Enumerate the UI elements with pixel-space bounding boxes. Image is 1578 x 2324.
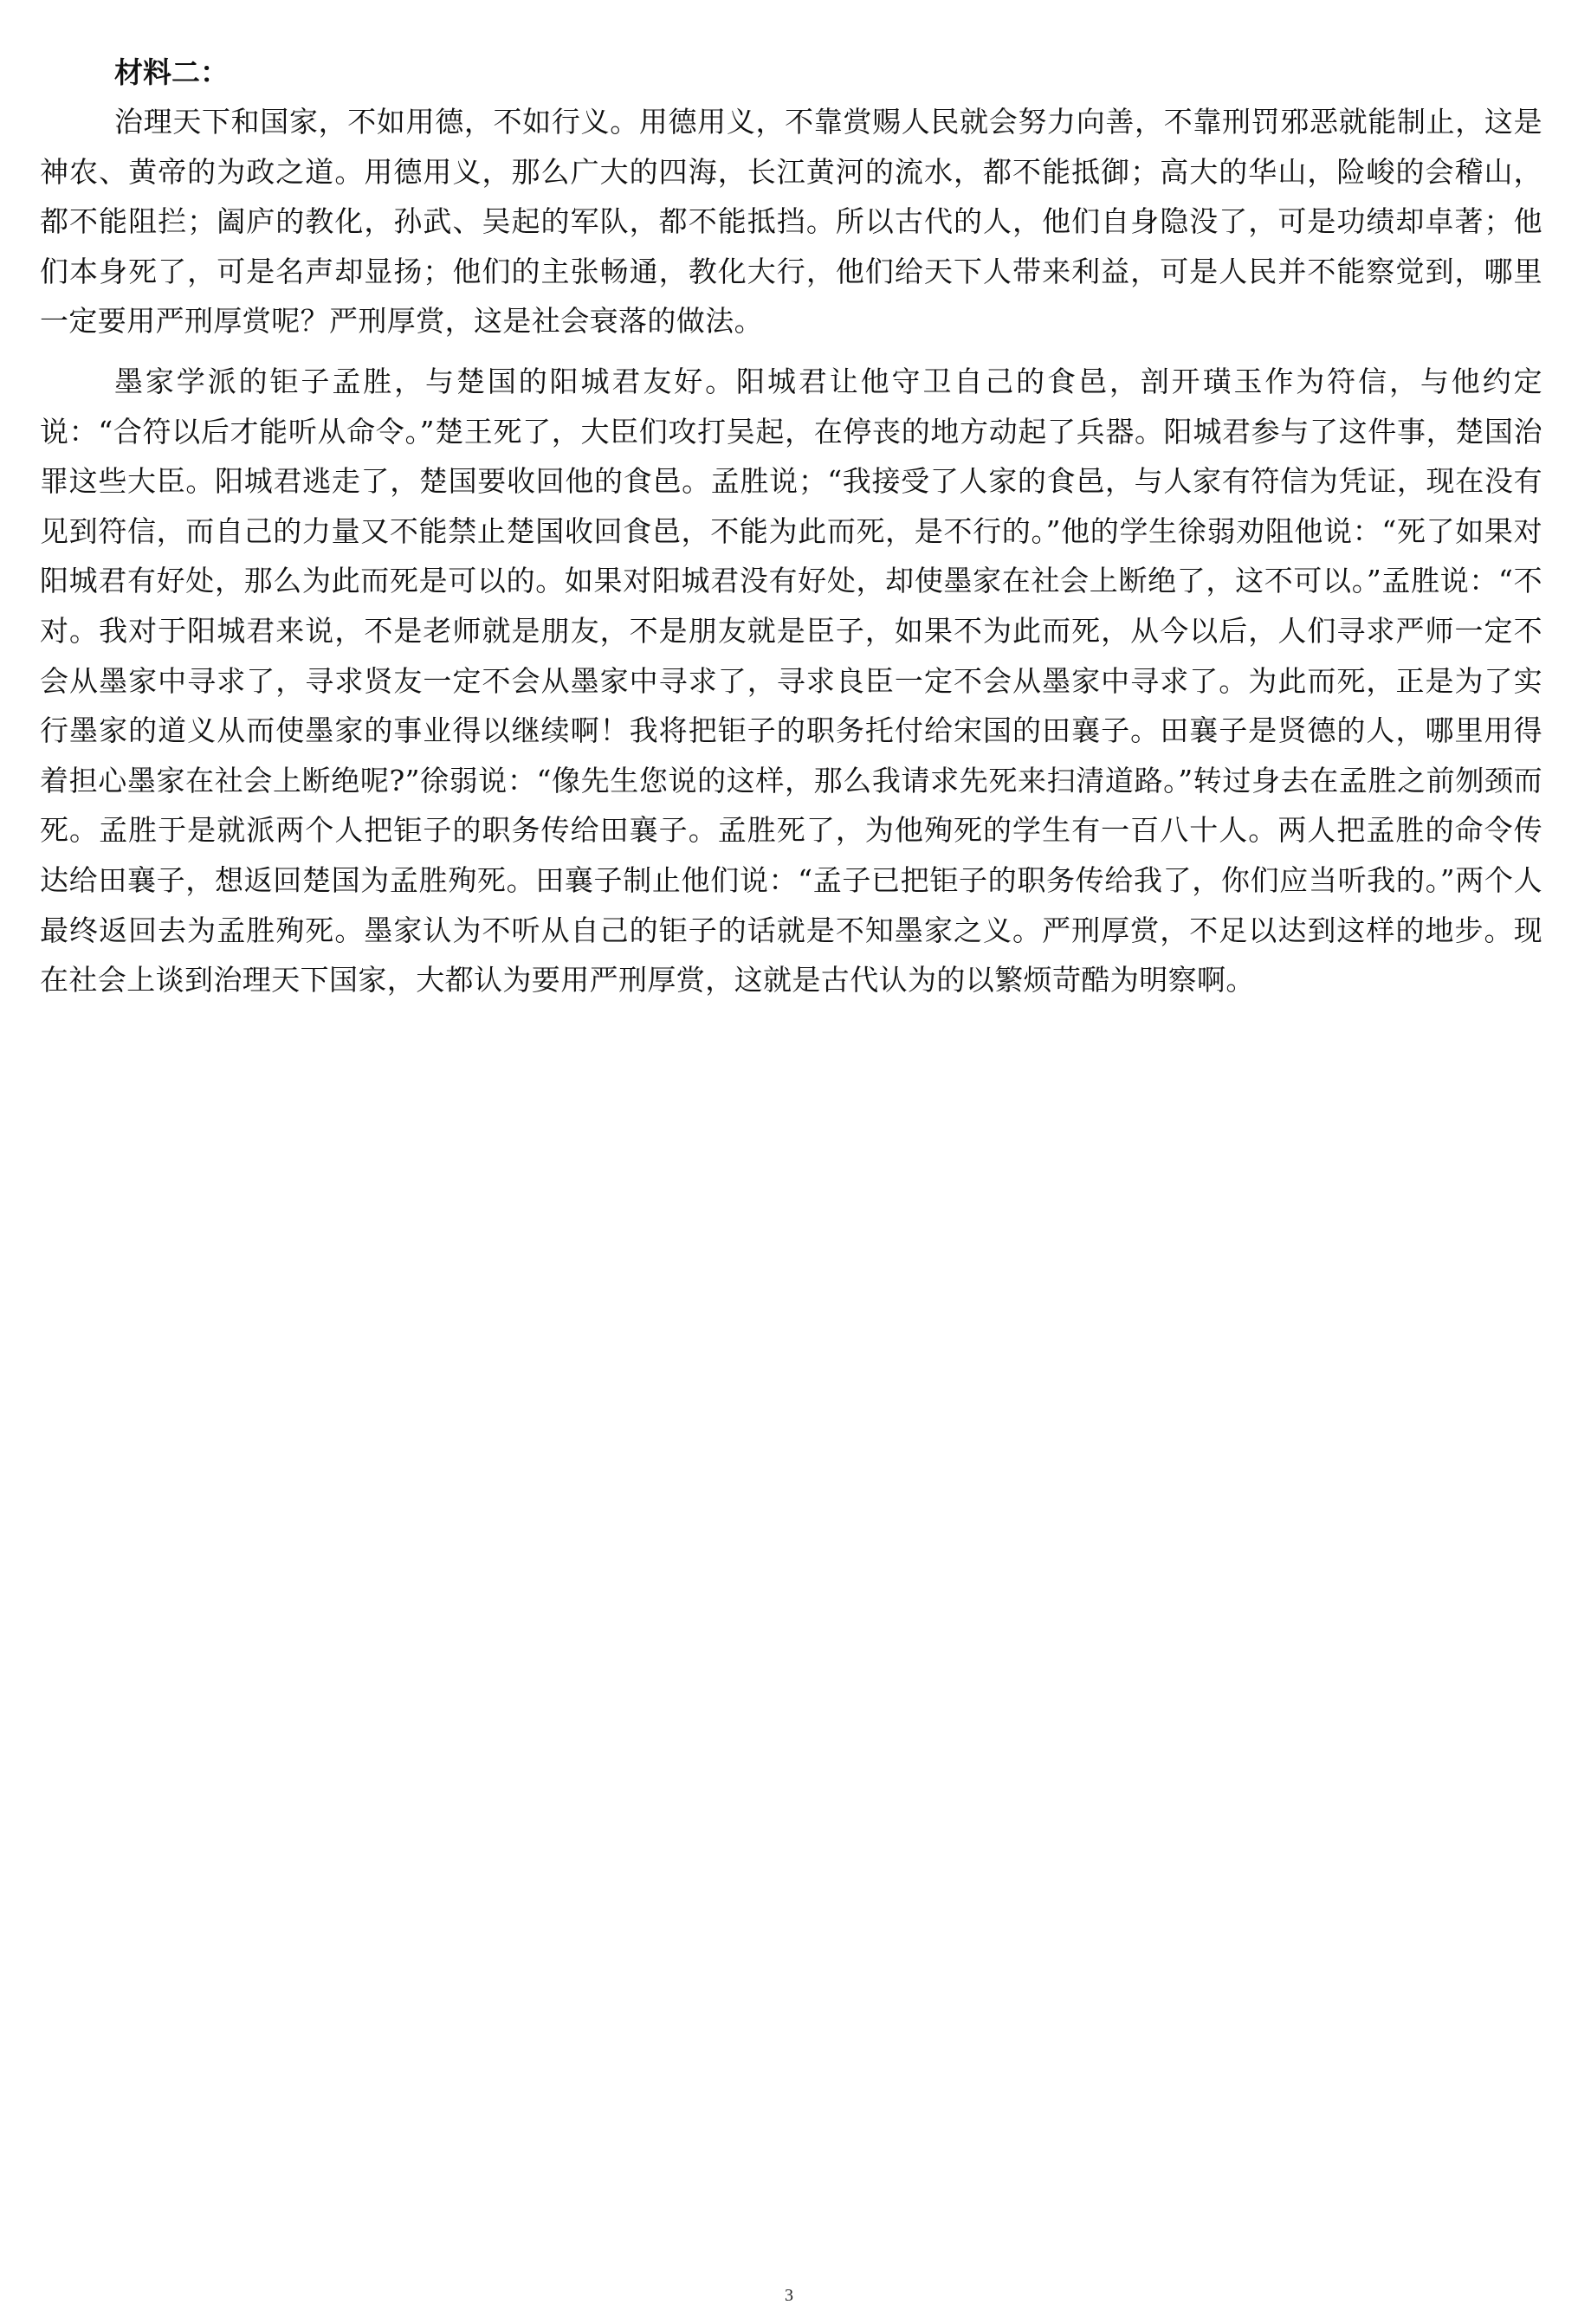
paragraph-1: 治理天下和国家，不如用德，不如行义。用德用义，不靠赏赐人民就会努力向善，不靠刑罚邪恶就能制止，这是神农、黄帝的为政之道。用德用义，那么广大的四海，长江黄河的流水，都不能抵御；高大的华山，险峻的会稽山，都不能阻拦；阖庐的教化，孙武、吴起的军队，都不能抵挡。所以古代的人，他们自身隐没了，可是功绩却卓著；他们本身死了，可是名声却显扬；他们的主张畅通，教化大行，他们给天下人带来利益，可是人民并不能察觉到，哪里一定要用严刑厚赏呢？严刑厚赏，这是社会衰落的做法。 bbox=[40, 105, 1542, 339]
section-heading: 材料二： bbox=[114, 55, 229, 89]
page-number: 3 bbox=[785, 2286, 793, 2305]
paragraph-2: 墨家学派的钜子孟胜，与楚国的阳城君友好。阳城君让他守卫自己的食邑，剖开璜玉作为符信，与他约定说：“合符以后才能听从命令。”楚王死了，大臣们攻打吴起，在停丧的地方动起了兵器。阳城君参与了这件事，楚国治罪这些大臣。阳城君逃走了，楚国要收回他的食邑。孟胜说；“我接受了人家的食邑，与人家有符信为凭证，现在没有见到符信，而自己的力量又不能禁止楚国收回食邑，不能为此而死，是不行的。”他的学生徐弱劝阻他说：“死了如果对阳城君有好处，那么为此而死是可以的。如果对阳城君没有好处，却使墨家在社会上断绝了，这不可以。”孟胜说：“不对。我对于阳城君来说，不是老师就是朋友，不是朋友就是臣子，如果不为此而死，从今以后，人们寻求严师一定不会从墨家中寻求了，寻求贤友一定不会从墨家中寻求了，寻求良臣一定不会从墨家中寻求了。为此而死，正是为了实行墨家的道义从而使墨家的事业得以继续啊！我将把钜子的职务托付给宋国的田襄子。田襄子是贤德的人，哪里用得着担心墨家在社会上断绝呢?”徐弱说：“像先生您说的这样，那么我请求先死来扫清道路。”转过身去在孟胜之前刎颈而死。孟胜于是就派两个人把钜子的职务传给田襄子。孟胜死了，为他殉死的学生有一百八十人。两人把孟胜的命令传达给田襄子，想返回楚国为孟胜殉死。田襄子制止他们说：“孟子已把钜子的职务传给我了，你们应当听我的。”两个人最终返回去为孟胜殉死。墨家认为不听从自己的钜子的话就是不知墨家之义。严刑厚赏，不足以达到这样的地步。现在社会上谈到治理天下国家，大都认为要用严刑厚赏，这就是古代认为的以繁烦苛酷为明察啊。 bbox=[40, 364, 1542, 997]
document-page bbox=[40, 48, 1542, 1016]
